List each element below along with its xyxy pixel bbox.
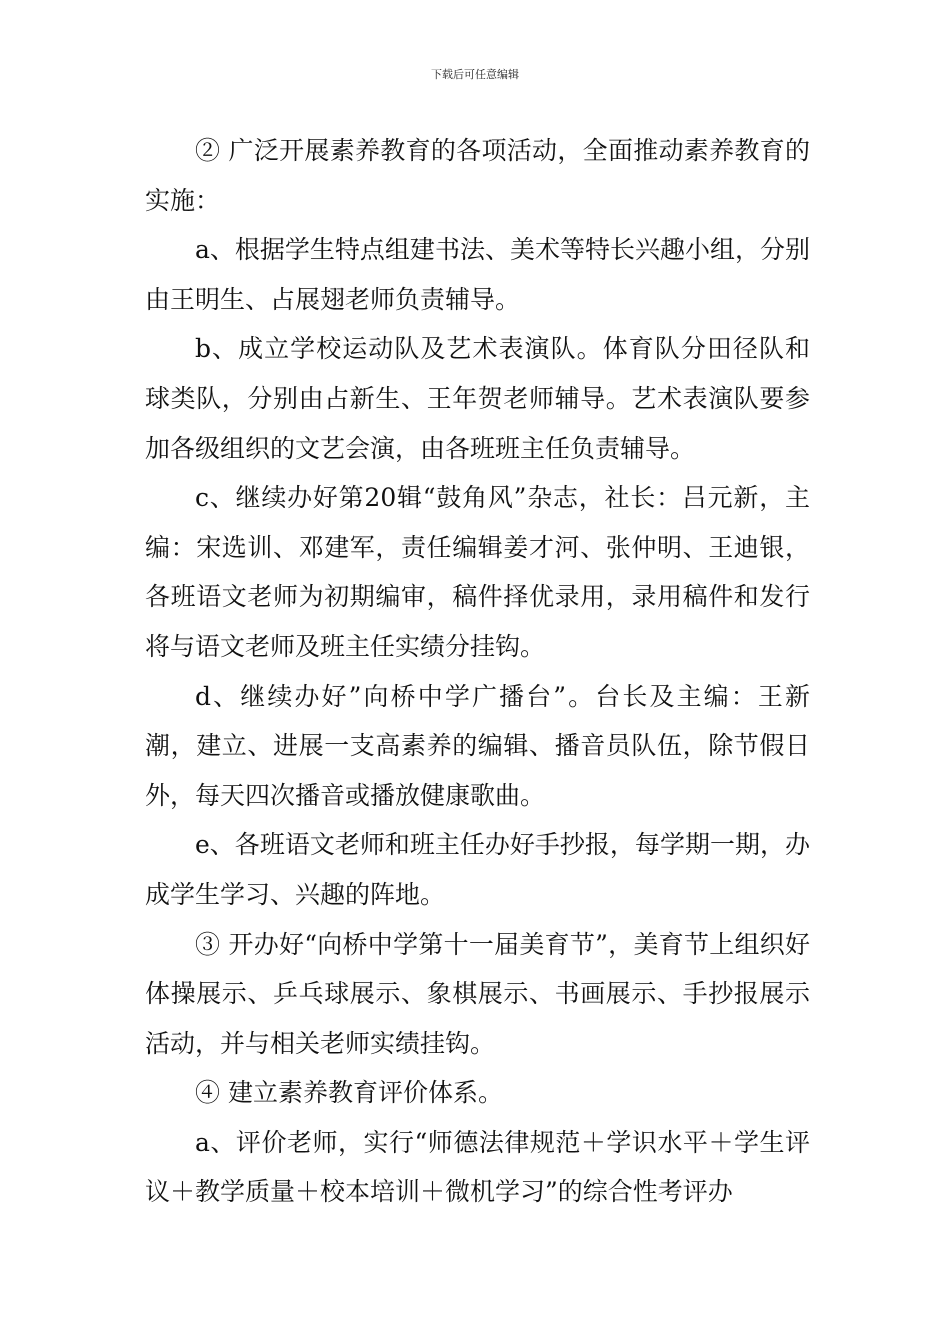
paragraph-a-teacher-evaluation: a、评价老师，实行“师德法律规范＋学识水平＋学生评议＋教学质量＋校本培训＋微机学习”的综合性考评办 — [145, 1127, 810, 1207]
paragraph-a-interest-groups: a、根据学生特点组建书法、美术等特长兴趣小组，分别由王明生、占展翅老师负责辅导。 — [145, 235, 810, 314]
document-body — [145, 126, 810, 1217]
paragraph-aesthetic-festival: ③ 开办好“向桥中学第十一届美育节”，美育节上组织好体操展示、乒乓球展示、象棋展示、书画展示、手抄报展示活动，并与相关老师实绩挂钩。 — [145, 929, 810, 1058]
paragraph-e-handwritten-newspaper: e、各班语文老师和班主任办好手抄报，每学期一期，办成学生学习、兴趣的阵地。 — [145, 830, 810, 909]
paragraph-b-sports-arts-teams: b、成立学校运动队及艺术表演队。体育队分田径队和球类队，分别由占新生、王年贺老师辅导。艺术表演队要参加各级组织的文艺会演，由各班班主任负责辅导。 — [145, 334, 810, 463]
paragraph-activities: ② 广泛开展素养教育的各项活动，全面推动素养教育的实施： — [145, 136, 810, 215]
paragraph-c-magazine: c、继续办好第20辑“鼓角风”杂志，社长：吕元新，主编：宋选训、邓建军，责任编辑姜才河、张仲明、王迪银，各班语文老师为初期编审，稿件择优录用，录用稿件和发行将与语文老师及班主任实绩分挂钩。 — [145, 483, 810, 661]
page-header: 下载后可任意编辑 — [431, 68, 519, 81]
paragraph-evaluation-system: ④ 建立素养教育评价体系。 — [195, 1078, 503, 1108]
paragraph-d-radio: d、继续办好”向桥中学广播台”。台长及主编：王新潮，建立、进展一支高素养的编辑、播音员队伍，除节假日外，每天四次播音或播放健康歌曲。 — [145, 681, 810, 810]
